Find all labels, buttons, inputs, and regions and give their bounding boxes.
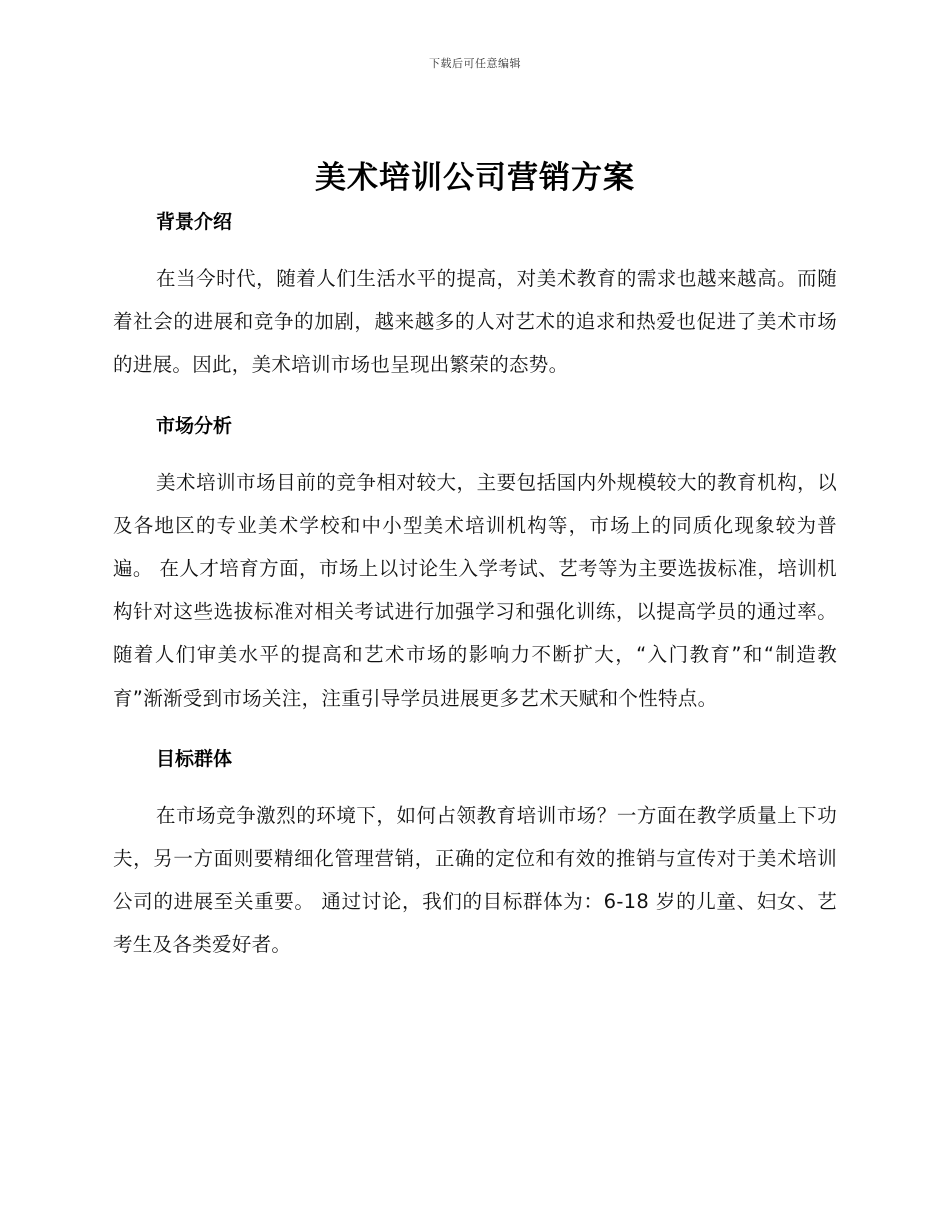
- document-body: [113, 200, 837, 984]
- section-target-group: [113, 737, 837, 967]
- section-paragraph: 在当今时代，随着人们生活水平的提高，对美术教育的需求也越来越高。而随着社会的进展和竞争的加剧，越来越多的人对艺术的追求和热爱也促进了美术市场的进展。因此，美术培训市场也呈现出繁荣的态势。: [113, 267, 837, 377]
- section-paragraph: 在市场竞争激烈的环境下，如何占领教育培训市场？一方面在教学质量上下功夫，另一方面则要精细化管理营销，正确的定位和有效的推销与宣传对于美术培训公司的进展至关重要。 通过讨论，我们的目标群体为：6-18 岁的儿童、妇女、艺考生及各类爱好者。: [113, 803, 837, 957]
- section-paragraph: 美术培训市场目前的竞争相对较大，主要包括国内外规模较大的教育机构，以及各地区的专业美术学校和中小型美术培训机构等，市场上的同质化现象较为普遍。 在人才培育方面，市场上以讨论生入学考试、艺考等为主要选拔标准，培训机构针对这些选拔标准对相关考试进行加强学习和强化训练，以提高学员的通过率。 随着人们审美水平的提高和艺术市场的影响力不断扩大，“入门教育”和“制造教育”渐渐受到市场关注，注重引导学员进展更多艺术天赋和个性特点。: [113, 470, 837, 710]
- page-header-note: 下载后可任意编辑: [429, 57, 521, 70]
- section-heading: 背景介绍: [156, 211, 233, 233]
- section-market-analysis: [113, 404, 837, 720]
- section-heading: 目标群体: [156, 747, 233, 770]
- section-heading: 市场分析: [156, 414, 233, 437]
- section-background: [113, 200, 837, 387]
- document-title: 美术培训公司营销方案: [315, 160, 635, 196]
